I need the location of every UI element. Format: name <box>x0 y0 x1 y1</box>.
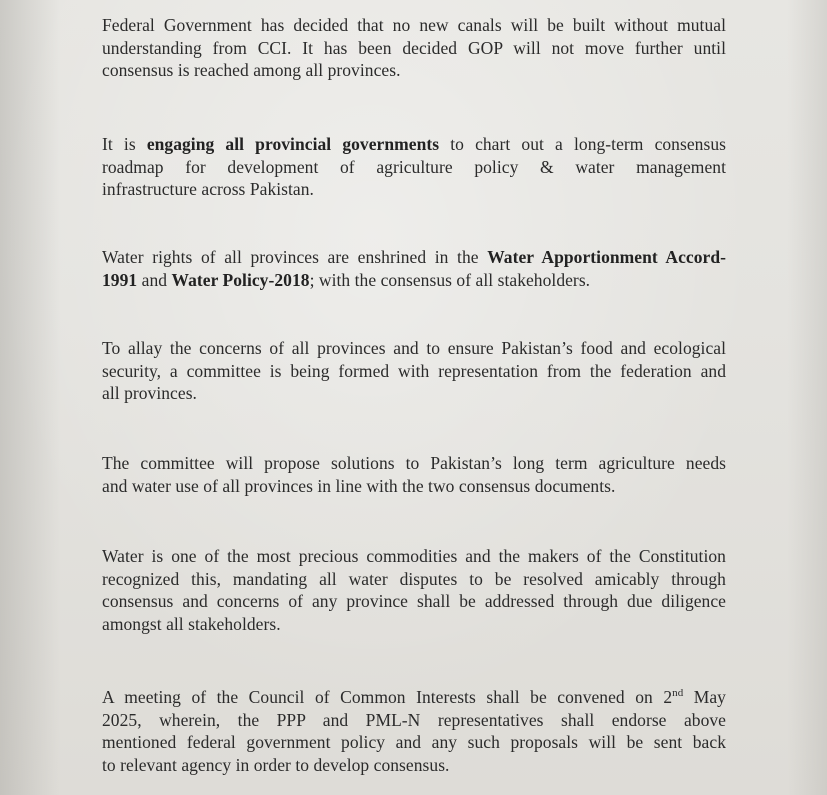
paragraph-committee-proposals <box>102 452 726 497</box>
paragraph-water-rights <box>102 246 726 291</box>
text-line: Water is one of the most precious commodities and the makers of the Constitution <box>102 546 726 566</box>
text-line: infrastructure across Pakistan. <box>102 179 314 199</box>
text-line: recognized this, mandating all water disputes to be resolved amicably through <box>102 568 726 589</box>
text-line: security, a committee is being formed with representation from the federation and <box>102 360 726 381</box>
text-line: Federal Government has decided that no new canals will be built without mutual <box>102 15 726 35</box>
text-line: mentioned federal government policy and any such proposals will be sent back <box>102 732 726 752</box>
text-run: ; with the consensus of all stakeholders. <box>309 269 591 290</box>
text-run: It is <box>102 134 147 154</box>
text-line <box>102 686 726 709</box>
text-run: to chart out a long-term consensus <box>439 134 726 154</box>
paragraph-ccl-decision <box>102 14 726 82</box>
text-line: The committee will propose solutions to Pakistan’s long term agriculture needs <box>102 453 726 473</box>
bold-text: Water Apportionment Accord- <box>487 247 727 267</box>
text-line: all provinces. <box>102 383 197 403</box>
text-run: Water rights of all provinces are enshrined in the <box>102 247 488 267</box>
paragraph-water-disputes <box>102 545 726 635</box>
page-shadow-left <box>0 0 60 795</box>
text-line <box>102 269 726 292</box>
bold-text: Water Policy-2018 <box>171 269 310 290</box>
text-line: and water use of all provinces in line with the two consensus documents. <box>102 475 616 496</box>
paragraph-provincial-engagement <box>102 133 726 201</box>
text-line: amongst all stakeholders. <box>102 613 281 634</box>
paragraph-committee-formation <box>102 337 726 405</box>
text-run: A meeting of the Council of Common Interests shall be convened on 2 <box>102 687 673 707</box>
bold-text: engaging all provincial governments <box>146 134 440 154</box>
ordinal-suffix: nd <box>672 687 684 700</box>
text-line: understanding from CCI. It has been decided GOP will not move further until <box>102 37 726 58</box>
text-line: To allay the concerns of all provinces and to ensure Pakistan’s food and ecological <box>102 338 726 358</box>
text-line: consensus is reached among all provinces. <box>102 60 401 80</box>
text-line: roadmap for development of agriculture policy & water management <box>102 156 726 177</box>
text-line: consensus and concerns of any province shall be addressed through due diligence <box>102 591 726 611</box>
bold-text: 1991 <box>102 269 138 290</box>
page-shadow-right <box>787 0 827 795</box>
text-run: May <box>683 687 726 707</box>
text-run: and <box>137 269 172 290</box>
paragraph-cci-meeting <box>102 686 726 776</box>
text-line: 2025, wherein, the PPP and PML-N representatives shall endorse above <box>102 709 726 730</box>
text-line <box>102 246 726 269</box>
text-line: to relevant agency in order to develop consensus. <box>102 754 450 775</box>
text-line <box>102 133 726 156</box>
